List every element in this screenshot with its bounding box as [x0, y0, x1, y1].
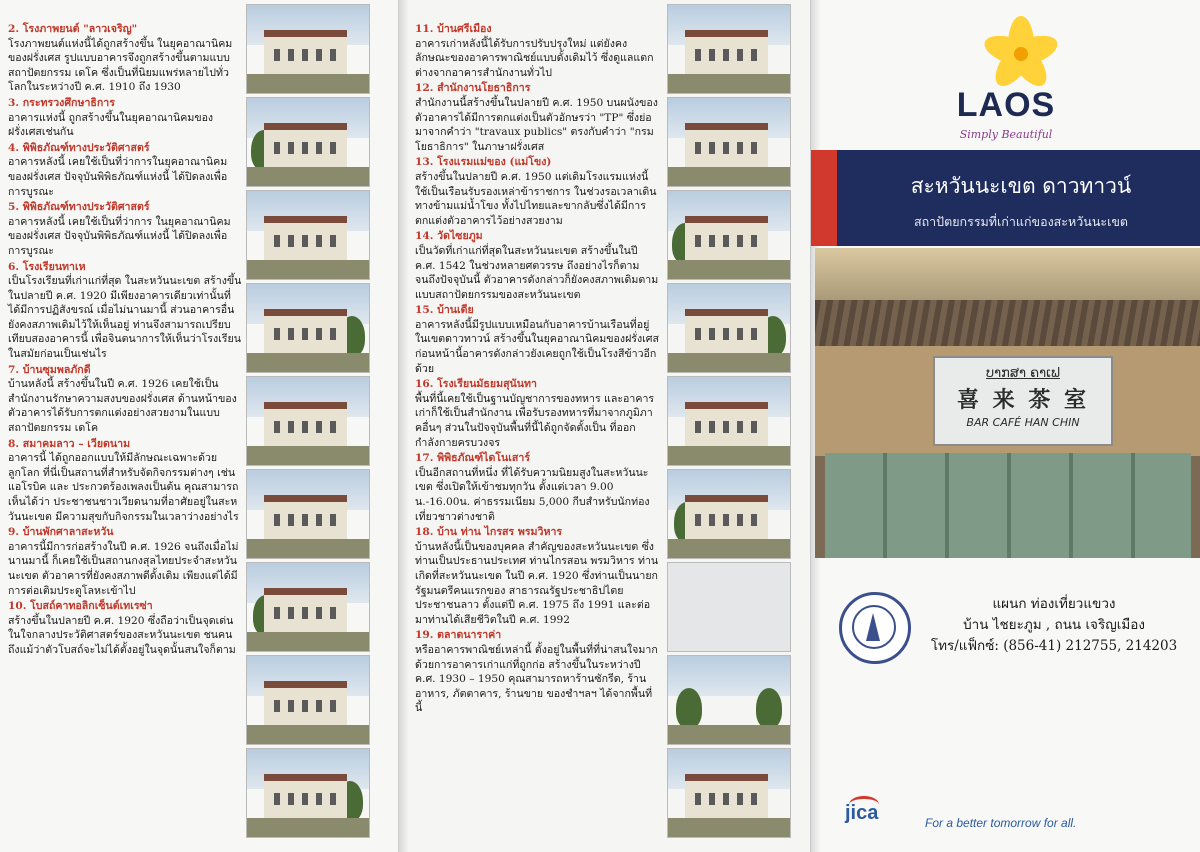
laos-logo — [811, 8, 1200, 148]
site-entry — [8, 96, 242, 140]
site-heading: 10. โบสถ์คาทอลิกเซ็นต์เทเรซ่า — [8, 600, 153, 613]
site-description: พื้นที่นี้เคยใช้เป็นฐานบัญชาการของทหาร และอาคารเก่าก็ใช้เป็นสำนักงาน เพื่อรับรองทหารที่มาจากภูมิภาคอื่นๆ ส่วนในปัจจุบันพื้นที่นี้ได้ถูกจัดตั้งเป็น ที่ออกกำลังกายครบวงจร — [415, 392, 655, 449]
photo-old-house — [667, 376, 791, 466]
jica-logo: jica — [845, 802, 879, 824]
photo-residence — [246, 655, 370, 745]
site-description: สร้างขึ้นในปลายปี ค.ศ. 1920 ซึ่งถือว่าเป็นจุดเด่นในใจกลางประวัติศาสตร์ของสะหวันนะเขต ชนคน ถึงแม้ว่าตัวโบสถ์จะไม่ได้ตั้งอยู่ในจุดนั้นสนใจก็ตาม — [8, 614, 236, 656]
contact-phone: โทร/แฟ็กซ์: (856-41) 212755, 214203 — [930, 638, 1178, 654]
banner-accent — [811, 150, 837, 246]
site-heading: 15. บ้านเดีย — [415, 304, 474, 317]
site-entry — [8, 260, 242, 362]
site-description: อาคารหลังนี้ เคยใช้เป็นที่ว่าการ ในยุคอาณานิคมของฝรั่งเศส ปัจจุบันพิพิธภัณฑ์แห่งนี้ ได้ปิดลงเพื่อการบูรณะ — [8, 215, 231, 257]
site-description: สร้างขึ้นในปลายปี ค.ศ. 1950 แต่เดิมโรงแรมแห่งนี้ใช้เป็นเรือนรับรองเหล่าข้าราชการ ในช่วงรอเวลาเดินทางข้ามแม่น้ำโขง ทั้งไปไทยและขากลับซึ่งได้มีการตกแต่งตัวอาคารไว้อย่างสวยงาม — [415, 170, 657, 227]
site-description: อาคารหลังนี้มีรูปแบบเหมือนกับอาคารบ้านเรือนที่อยู่ในเขตดาวทาวน์ สร้างขึ้นในยุคอาณานิคมของฝรั่งเศส ก่อนหน้านี้อาคารดังกล่าวยังเคยถูกใช้เป็นโรงสีข้าวอีกด้วย — [415, 318, 659, 375]
site-entry — [8, 525, 242, 598]
site-description: อาคารนี้มีการก่อสร้างในปี ค.ศ. 1926 จนถึงเมื่อไม่นานมานี้ ก็เคยใช้เป็นสถานกงสุลไทยประจำสะหวันนะเขต ตัวอาคารที่ยังคงสภาพดีดั้งเดิม เพียงแต่ได้มีการต่อเติมประตูโลหะเข้าไป — [8, 540, 239, 597]
photo-museum — [246, 190, 370, 280]
site-description: เป็นโรงเรียนที่เก่าแก่ที่สุด ในสะหวันนะเขต สร้างขึ้นในปลายปี ค.ศ. 1920 มีเพียงอาคารเดียวเท่านั้นที่ได้มีการปฏิสังขรณ์ เมื่อไม่นานมานี้ ส่วนอาคารอื่นยังคงสภาพเดิมไว้ให้เห็นอยู่ ท่านจึงสามารถเปรียบเทียบสองอาคารนี้ เพื่อจินตนาการให้เห็นว่าโรงเรียนในสมัยก่อนเป็นเช่นไร — [8, 275, 242, 361]
site-entry — [415, 229, 659, 302]
site-heading: 8. สมาคมลาว – เวียดนาม — [8, 437, 131, 450]
site-description: โรงภาพยนต์แห่งนี้ได้ถูกสร้างขึ้น ในยุคอาณานิคมของฝรั่งเศส รูปแบบอาคารจึงถูกสร้างขึ้นตามแบบสถาปัตยกรรม เดโค ซึ่งเป็นที่นิยมแพร่หลายไปทั่วโลกในระหว่างปี ค.ศ. 1910 ถึง 1930 — [8, 37, 233, 94]
panel-middle — [398, 0, 811, 852]
photo-association — [246, 562, 370, 652]
site-description: บ้านหลังนี้ สร้างขึ้นในปี ค.ศ. 1926 เคยใช้เป็นสำนักงานรักษาความสงบของฝรั่งเศส ด้านหน้าของตัวอาคารได้รับการตกแต่งอย่างสวยงามในแบบสถาปัตยกรรม เดโค — [8, 378, 237, 435]
site-heading: 18. บ้าน ท่าน ไกรสร พรมวิหาร — [415, 526, 563, 539]
cover-photo — [815, 248, 1200, 558]
site-entry — [8, 141, 242, 199]
site-heading: 12. สำนักงานโยธาธิการ — [415, 82, 531, 95]
site-heading: 3. กระทรวงศึกษาธิการ — [8, 96, 115, 109]
site-description: บ้านหลังนี้เป็นของบุคคล สำคัญของสะหวันนะเขต ซึ่งท่านเป็นประธานประเทศ ท่านไกรสอน พรมวิหาร ท่านเกิดที่สะหวันนะเขต ในปี ค.ศ. 1920 ซึ่งท่านเป็นนายกรัฐมนตรีคนแรกของ สาธารณรัฐประชาธิปไตยประชาชนลาว ตั้งแต่ปี ค.ศ. 1975 ถึง 1991 และต่อมาท่านได้เสียชีวิตในปี ค.ศ. 1992 — [415, 540, 659, 626]
site-heading: 4. พิพิธภัณฑ์ทางประวัติศาสตร์ — [8, 141, 150, 154]
panel-cover — [810, 0, 1200, 852]
photo-temple — [667, 283, 791, 373]
photo-strip-1 — [246, 4, 370, 838]
site-description: อาคารแห่งนี้ ถูกสร้างขึ้นในยุคอาณานิคมของฝรั่งเศสเช่นกัน — [8, 111, 214, 139]
photo-kaysone-house — [667, 655, 791, 745]
site-heading: 11. บ้านศรีเมือง — [415, 23, 492, 35]
site-entry — [8, 200, 242, 258]
site-entry — [415, 81, 659, 154]
site-entry — [8, 22, 242, 95]
site-heading: 16. โรงเรียนมัธยมสุนันทา — [415, 378, 537, 391]
brand-name: LAOS — [956, 86, 1056, 124]
site-description: เป็นวัดที่เก่าแก่ที่สุดในสะหวันนะเขต สร้างขึ้นในปี ค.ศ. 1542 ในช่วงหลายศตวรรษ ถึงอย่างไรก็ตามจนถึงปัจจุบันนี้ ตัวอาคารดังกล่าวก็ยังคงสภาพเดิมตามแบบสถาปัตยกรรมของสะหวันนะเขต — [415, 244, 659, 301]
cover-title: สะหวันนะเขต ดาวทาวน์ — [910, 174, 1132, 198]
site-heading: 2. โรงภาพยนต์ "ลาวเจริญ" — [8, 23, 138, 35]
sign-line-3: BAR CAFÉ HAN CHIN — [966, 416, 1080, 429]
photo-shophouse — [667, 4, 791, 94]
site-entry — [415, 628, 659, 716]
photo-ministry — [246, 97, 370, 187]
site-entry — [8, 599, 242, 657]
photo-church — [246, 748, 370, 838]
site-heading: 6. โรงเรียนทาเห — [8, 260, 86, 273]
contact-office: แผนก ท่องเที่ยวแขวง — [992, 596, 1116, 612]
title-banner — [811, 150, 1200, 246]
site-description: อาคารหลังนี้ เคยใช้เป็นที่ว่าการในยุคอาณานิคมของฝรั่งเศส ปัจจุบันพิพิธภัณฑ์แห่งนี้ ได้ปิดลงเพื่อการบูรณะ — [8, 156, 228, 198]
site-description: อาคารนี้ ได้ถูกออกแบบให้มีลักษณะเฉพาะด้วยลูกโลก ที่นี่เป็นสถานที่สำหรับจัดกิจกรรมต่างๆ เช่น แอโรบิค และ ประกวดร้องเพลงเป็นต้น คุณสามารถเห็นได้ว่า ประชาชนชาวเวียดนามที่อาศัยอยู่ในสะหวันนะเขต มีความสุขกับกิจกรรมในเวลาว่างอย่างไร — [8, 452, 239, 523]
sites-list-1 — [8, 22, 242, 659]
photo-high-school — [667, 469, 791, 559]
fold-shadow — [399, 0, 409, 852]
site-description: สำนักงานนี้สร้างขึ้นในปลายปี ค.ศ. 1950 บนผนังของตัวอาคารได้มีการตกแต่งเป็นตัวอักษรว่า "TP" ซึ่งย่อมาจากคำว่า "travaux publics" ตรงกับคำว่า "กรมโยธาธิการ" ในภาษาฝรั่งเศส — [415, 96, 658, 153]
contact-address: บ้าน ไชยะภูม , ถนน เจริญเมือง — [963, 617, 1145, 633]
site-description: อาคารเก่าหลังนี้ได้รับการปรับปรุงใหม่ แต่ยังคงลักษณะของอาคารพาณิชย์แบบดั้งเดิมไว้ ซึ่งดูแลแตกต่างจากอาคารสำนักงานทั่วไป — [415, 37, 654, 79]
site-entry — [415, 525, 659, 627]
jica-slogan: For a better tomorrow for all. — [925, 816, 1077, 830]
site-entry — [415, 22, 659, 80]
site-entry — [415, 303, 659, 376]
frangipani-flower-icon — [983, 16, 1059, 92]
photo-public-works — [667, 97, 791, 187]
site-heading: 14. วัดไซยภูม — [415, 230, 483, 243]
contact-block — [839, 592, 1189, 668]
provincial-seal-icon — [839, 592, 911, 664]
site-heading: 13. โรงแรมแม่ของ (แม่โขง) — [415, 156, 552, 169]
contact-lines — [919, 594, 1189, 657]
photo-hotel — [667, 190, 791, 280]
site-heading: 7. บ้านซุมพลภักดี — [8, 363, 91, 376]
site-entry — [415, 451, 659, 524]
footer — [845, 796, 1195, 840]
photo-school — [246, 376, 370, 466]
site-heading: 5. พิพิธภัณฑ์ทางประวัติศาสตร์ — [8, 201, 150, 214]
brand-tagline: Simply Beautiful — [959, 128, 1053, 141]
photo-cinema — [246, 4, 370, 94]
site-heading: 9. บ้านพักศาลาสะหวัน — [8, 526, 114, 539]
site-description: หรืออาคารพาณิชย์เหล่านี้ ตั้งอยู่ในพื้นที่ที่น่าสนใจมากด้วยการอาคารเก่าแก่ที่ถูกก่อ สร้างขึ้นในระหว่างปี ค.ศ. 1930 – 1950 คุณสามารถหาร้านซักรีด, ร้านอาหาร, ภัตตาคาร, ร้านขาย ของชำฯลฯ ได้จากพื้นที่นี้ — [415, 643, 658, 715]
photo-market — [667, 748, 791, 838]
site-description: เป็นอีกสถานที่หนึ่ง ที่ได้รับความนิยมสูงในสะหวันนะเขต ซึ่งเปิดให้เข้าชมทุกวัน ตั้งแต่เวลา 9.00 น.-16.00น. ค่าธรรมเนียม 5,000 กีบสำหรับนักท่องเที่ยวชาวต่างชาติ — [415, 466, 650, 523]
site-entry — [8, 437, 242, 525]
sites-list-2 — [415, 22, 659, 717]
sign-line-1: ບາກສາ ຄາເຟ — [986, 366, 1060, 381]
site-heading: 17. พิพิธภัณฑ์ไดโนเสาร์ — [415, 452, 531, 465]
cover-subtitle: สถาปัตยกรรมที่เก่าแก่ของสะหวันนะเขต — [913, 214, 1129, 229]
panel-left — [0, 0, 398, 852]
photo-museum-2 — [246, 283, 370, 373]
cafe-sign — [933, 356, 1113, 446]
site-entry — [415, 377, 659, 450]
photo-house — [246, 469, 370, 559]
site-heading: 19. ตลาดนาราค่า — [415, 629, 502, 642]
site-entry — [415, 155, 659, 228]
sign-line-2: 喜 来 茶 室 — [957, 388, 1089, 413]
photo-strip-2 — [667, 4, 791, 838]
photo-dinosaur-museum — [667, 562, 791, 652]
site-entry — [8, 363, 242, 436]
